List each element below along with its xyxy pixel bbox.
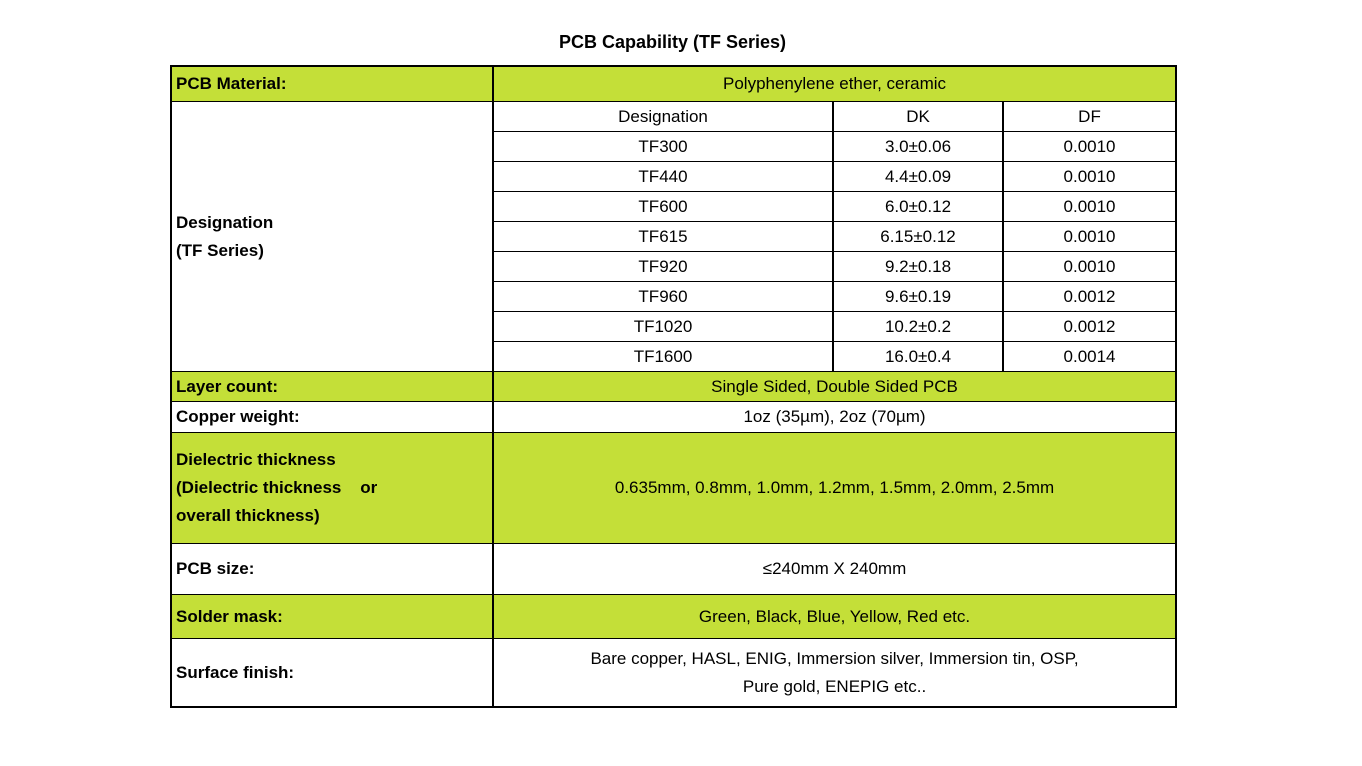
df-cell: 0.0010 (1003, 132, 1176, 162)
model-cell: TF440 (493, 162, 833, 192)
row-dielectric-thickness (171, 433, 1176, 544)
pcb-material-value: Polyphenylene ether, ceramic (493, 66, 1176, 102)
dielectric-label-cell (171, 433, 493, 544)
dk-cell: 6.15±0.12 (833, 222, 1003, 252)
model-cell: TF920 (493, 252, 833, 282)
surface-finish-value-cell (493, 639, 1176, 708)
row-layer-count (171, 372, 1176, 402)
designation-label-line1: Designation (176, 212, 274, 232)
pcb-size-value: ≤240mm X 240mm (493, 544, 1176, 595)
df-cell: 0.0014 (1003, 342, 1176, 372)
designation-label-cell (171, 102, 493, 372)
row-designation-header (171, 102, 1176, 132)
dielectric-label-line2: (Dielectric thickness or (176, 478, 378, 497)
df-cell: 0.0010 (1003, 222, 1176, 252)
designation-col-header: Designation (493, 102, 833, 132)
dielectric-value: 0.635mm, 0.8mm, 1.0mm, 1.2mm, 1.5mm, 2.0mm, 2.5mm (493, 433, 1176, 544)
dk-cell: 4.4±0.09 (833, 162, 1003, 192)
pcb-size-label: PCB size: (171, 544, 493, 595)
df-cell: 0.0010 (1003, 162, 1176, 192)
df-cell: 0.0012 (1003, 312, 1176, 342)
model-cell: TF960 (493, 282, 833, 312)
row-surface-finish (171, 639, 1176, 708)
row-pcb-material (171, 66, 1176, 102)
model-cell: TF1600 (493, 342, 833, 372)
df-cell: 0.0010 (1003, 192, 1176, 222)
dk-col-header: DK (833, 102, 1003, 132)
capability-table (170, 65, 1177, 708)
df-cell: 0.0012 (1003, 282, 1176, 312)
model-cell: TF600 (493, 192, 833, 222)
pcb-material-label: PCB Material: (171, 66, 493, 102)
copper-weight-value: 1oz (35µm), 2oz (70µm) (493, 402, 1176, 433)
solder-mask-label: Solder mask: (171, 595, 493, 639)
dk-cell: 10.2±0.2 (833, 312, 1003, 342)
row-copper-weight (171, 402, 1176, 433)
model-cell: TF615 (493, 222, 833, 252)
dielectric-label-line1: Dielectric thickness (176, 450, 336, 469)
dk-cell: 9.2±0.18 (833, 252, 1003, 282)
row-pcb-size (171, 544, 1176, 595)
designation-label-line2: (TF Series) (176, 240, 264, 260)
surface-finish-label: Surface finish: (171, 639, 493, 708)
surface-finish-value-line2: Pure gold, ENEPIG etc.. (742, 676, 927, 696)
surface-finish-value-line1: Bare copper, HASL, ENIG, Immersion silver, Immersion tin, OSP, (590, 648, 1079, 668)
df-cell: 0.0010 (1003, 252, 1176, 282)
copper-weight-label: Copper weight: (171, 402, 493, 433)
row-solder-mask (171, 595, 1176, 639)
dk-cell: 9.6±0.19 (833, 282, 1003, 312)
dk-cell: 6.0±0.12 (833, 192, 1003, 222)
capability-sheet (170, 30, 1175, 708)
dk-cell: 16.0±0.4 (833, 342, 1003, 372)
model-cell: TF1020 (493, 312, 833, 342)
layer-count-label: Layer count: (171, 372, 493, 402)
model-cell: TF300 (493, 132, 833, 162)
dk-cell: 3.0±0.06 (833, 132, 1003, 162)
dielectric-label-line3: overall thickness) (176, 506, 320, 525)
page-title: PCB Capability (TF Series) (558, 32, 787, 52)
df-col-header: DF (1003, 102, 1176, 132)
layer-count-value: Single Sided, Double Sided PCB (493, 372, 1176, 402)
solder-mask-value: Green, Black, Blue, Yellow, Red etc. (493, 595, 1176, 639)
